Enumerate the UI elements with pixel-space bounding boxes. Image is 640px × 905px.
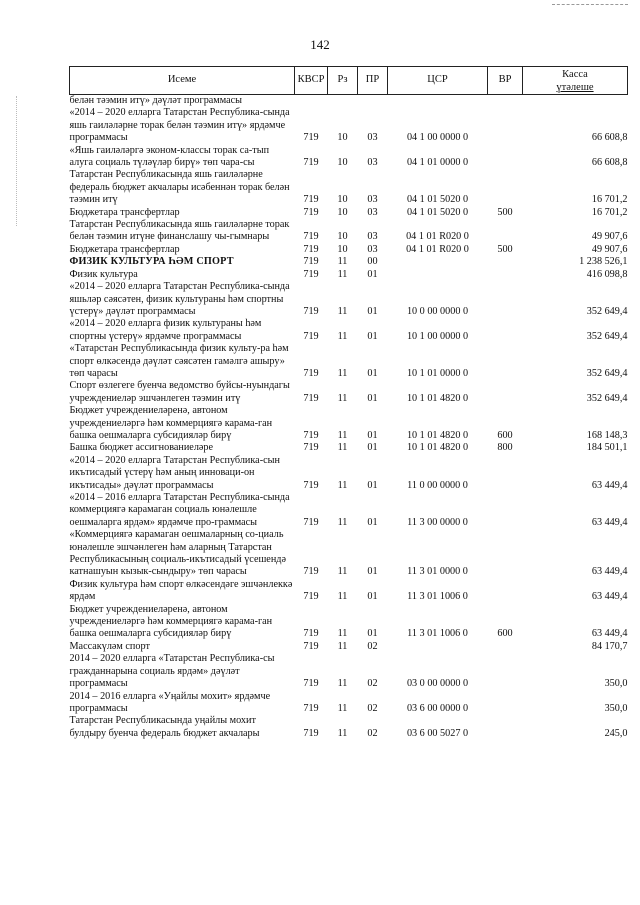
row-sum: 352 649,4 bbox=[586, 367, 628, 379]
row-csr: 10 1 01 4820 0 bbox=[406, 429, 469, 441]
row-sum: 63 449,4 bbox=[591, 516, 628, 528]
row-csr: 03 6 00 0000 0 bbox=[406, 702, 469, 714]
header-pr: ПР bbox=[358, 67, 388, 95]
row-sum: 184 501,1 bbox=[586, 442, 628, 454]
row-pr: 01 bbox=[367, 591, 378, 603]
row-pr: 03 bbox=[367, 194, 378, 206]
row-name: Бюджет учреждениеләренә, автоном учреждениеләргә һәм коммерциягә карама-ган башка оешмаларга субсидияләр бирү bbox=[69, 603, 273, 640]
row-pr: 03 bbox=[367, 231, 378, 243]
row-kvsr: 719 bbox=[303, 591, 319, 603]
row-rz bbox=[328, 95, 358, 108]
margin-scan-dots bbox=[16, 96, 18, 226]
row-rz: 11 bbox=[337, 591, 348, 603]
row-csr: 10 1 01 4820 0 bbox=[406, 442, 469, 454]
table-row bbox=[70, 455, 628, 492]
row-sum: 63 449,4 bbox=[591, 479, 628, 491]
table-row bbox=[70, 343, 628, 380]
row-csr: 11 3 01 1006 0 bbox=[407, 591, 468, 603]
row-rz: 11 bbox=[337, 479, 348, 491]
row-vr bbox=[488, 169, 523, 206]
row-vr bbox=[488, 653, 523, 690]
table-row bbox=[70, 269, 628, 281]
table-row bbox=[70, 219, 628, 244]
row-rz: 10 bbox=[337, 194, 348, 206]
row-csr: 04 1 01 5020 0 bbox=[406, 206, 469, 218]
row-kvsr: 719 bbox=[303, 330, 319, 342]
table-row bbox=[70, 691, 628, 716]
table-row bbox=[70, 169, 628, 206]
row-kvsr: 719 bbox=[303, 392, 319, 404]
section-row bbox=[70, 256, 628, 268]
row-rz: 11 bbox=[337, 392, 348, 404]
row-kvsr: 719 bbox=[303, 479, 319, 491]
row-csr: 11 3 01 0000 0 bbox=[407, 566, 468, 578]
row-name: Татарстан Республикасында яшь гаиләләрне федераль бюджет акчалары исәбеннән торак белән тәэмин итү bbox=[69, 169, 290, 206]
row-csr: 03 6 00 5027 0 bbox=[406, 727, 469, 739]
table-row bbox=[70, 405, 628, 442]
row-csr: 10 1 00 0000 0 bbox=[406, 330, 469, 342]
row-pr: 01 bbox=[367, 367, 378, 379]
row-rz: 11 bbox=[337, 678, 348, 690]
row-kvsr: 719 bbox=[303, 157, 319, 169]
row-vr bbox=[488, 492, 523, 529]
row-vr bbox=[488, 219, 523, 244]
row-csr bbox=[388, 269, 488, 281]
row-kvsr bbox=[295, 95, 328, 108]
row-sum: 350,0 bbox=[604, 702, 628, 714]
row-kvsr: 719 bbox=[303, 206, 319, 218]
row-name: «2014 – 2020 елларга физик культураны һәм спортны үстерү» ярдәмче программасы bbox=[69, 318, 262, 342]
row-rz: 11 bbox=[337, 516, 348, 528]
table-row bbox=[70, 380, 628, 405]
row-pr: 01 bbox=[367, 305, 378, 317]
table-header bbox=[70, 67, 628, 95]
row-name: «Коммерциягә карамаган оешмаларның со-циаль юнәлешле эшчәнлеген һәм аларның Татарстан Республикасының социаль-икътисадый үсешендә катнашуын кызык-сындыру» төп чарасы bbox=[69, 529, 286, 578]
row-rz: 10 bbox=[337, 206, 348, 218]
row-csr: 10 0 00 0000 0 bbox=[406, 305, 469, 317]
row-name: «2014 – 2020 елларга Татарстан Республика-сында яшь гаиләләрне торак белән тәэмин итү» ярдәмче программасы bbox=[69, 107, 290, 144]
row-sum: 16 701,2 bbox=[591, 194, 628, 206]
row-name: «2014 – 2020 елларга Татарстан Республика-сында яшьләр сәясәтен, физик культураны һәм спортны үстерү» дәүләт программасы bbox=[69, 281, 290, 317]
row-kvsr: 719 bbox=[303, 442, 319, 454]
row-name: Бюджет учреждениеләренә, автоном учреждениеләргә һәм коммерциягә карама-ган башка оешмаларга субсидияләр бирү bbox=[69, 405, 273, 441]
row-vr: 600 bbox=[497, 628, 513, 640]
row-sum: 350,0 bbox=[604, 678, 628, 690]
row-csr: 04 1 01 0000 0 bbox=[406, 157, 469, 169]
row-vr bbox=[488, 343, 523, 380]
table-row bbox=[70, 715, 628, 740]
row-kvsr: 719 bbox=[303, 367, 319, 379]
row-csr: 04 1 01 R020 0 bbox=[406, 243, 469, 255]
row-vr: 500 bbox=[497, 243, 513, 255]
row-pr bbox=[358, 95, 388, 108]
row-name: Массакүләм спорт bbox=[69, 640, 150, 652]
row-vr bbox=[488, 691, 523, 716]
table-body bbox=[70, 95, 628, 741]
row-pr: 01 bbox=[367, 392, 378, 404]
row-vr bbox=[488, 579, 523, 604]
header-rz: Рз bbox=[328, 67, 358, 95]
row-name: Физик культура bbox=[69, 268, 138, 280]
row-name: Бюджетара трансфертлар bbox=[69, 243, 180, 255]
row-kvsr: 719 bbox=[303, 640, 319, 652]
row-name: «2014 – 2020 елларга Татарстан Республика-сын икътисадый үстерү һәм аның инноваци-он икътисады» дәүләт программасы bbox=[69, 454, 280, 491]
row-rz: 11 bbox=[337, 566, 348, 578]
row-kvsr: 719 bbox=[303, 702, 319, 714]
row-kvsr: 719 bbox=[303, 256, 319, 268]
row-csr: 04 1 01 5020 0 bbox=[406, 194, 469, 206]
row-rz: 11 bbox=[337, 429, 348, 441]
page-number: 142 bbox=[310, 37, 330, 52]
row-rz: 11 bbox=[337, 256, 348, 268]
row-pr: 00 bbox=[367, 256, 378, 268]
row-sum: 66 608,8 bbox=[591, 132, 628, 144]
row-pr: 02 bbox=[367, 702, 378, 714]
row-vr bbox=[488, 269, 523, 281]
row-vr bbox=[488, 145, 523, 170]
row-rz: 11 bbox=[337, 628, 348, 640]
table-row bbox=[70, 492, 628, 529]
table-row bbox=[70, 145, 628, 170]
row-vr bbox=[488, 95, 523, 108]
row-pr: 02 bbox=[367, 727, 378, 739]
row-pr: 02 bbox=[367, 678, 378, 690]
row-kvsr: 719 bbox=[303, 429, 319, 441]
row-sum: 352 649,4 bbox=[586, 305, 628, 317]
row-rz: 11 bbox=[337, 640, 348, 652]
header-sum bbox=[523, 67, 628, 95]
table-row bbox=[70, 442, 628, 454]
row-pr: 03 bbox=[367, 206, 378, 218]
row-kvsr: 719 bbox=[303, 678, 319, 690]
row-csr: 10 1 01 4820 0 bbox=[406, 392, 469, 404]
row-kvsr: 719 bbox=[303, 516, 319, 528]
table-row bbox=[70, 641, 628, 653]
table-row bbox=[70, 95, 628, 108]
row-rz: 11 bbox=[337, 442, 348, 454]
row-sum: 245,0 bbox=[604, 727, 628, 739]
row-vr bbox=[488, 455, 523, 492]
row-sum: 63 449,4 bbox=[591, 628, 628, 640]
row-sum: 1 238 526,1 bbox=[579, 256, 628, 268]
row-pr: 01 bbox=[367, 330, 378, 342]
row-pr: 03 bbox=[367, 243, 378, 255]
row-csr bbox=[388, 95, 488, 108]
table-row bbox=[70, 281, 628, 318]
row-csr bbox=[388, 256, 488, 268]
table-row bbox=[70, 579, 628, 604]
row-vr bbox=[488, 256, 523, 268]
row-csr bbox=[388, 641, 488, 653]
row-kvsr: 719 bbox=[303, 243, 319, 255]
row-name: Физик культура һәм спорт өлкәсендәге эшчәнлеккә ярдәм bbox=[69, 578, 293, 603]
row-rz: 10 bbox=[337, 231, 348, 243]
row-sum: 49 907,6 bbox=[591, 231, 628, 243]
row-pr: 01 bbox=[367, 516, 378, 528]
row-vr bbox=[488, 318, 523, 343]
row-name: Башка бюджет ассигнованиеләре bbox=[69, 442, 214, 454]
row-sum: 16 701,2 bbox=[591, 206, 628, 218]
table-row bbox=[70, 604, 628, 641]
row-sum: 63 449,4 bbox=[591, 591, 628, 603]
budget-table bbox=[69, 66, 628, 740]
row-name: Татарстан Республикасында яшь гаиләләрне торак белән тәэмин итүне финанслашу чы-гымнары bbox=[69, 219, 290, 243]
row-csr: 10 1 01 0000 0 bbox=[406, 367, 469, 379]
row-rz: 11 bbox=[337, 702, 348, 714]
row-pr: 01 bbox=[367, 268, 378, 280]
header-csr: ЦСР bbox=[388, 67, 488, 95]
row-pr: 03 bbox=[367, 157, 378, 169]
row-rz: 11 bbox=[337, 305, 348, 317]
row-pr: 02 bbox=[367, 640, 378, 652]
row-csr: 04 1 01 R020 0 bbox=[406, 231, 469, 243]
row-sum: 66 608,8 bbox=[591, 157, 628, 169]
row-sum: 352 649,4 bbox=[586, 330, 628, 342]
row-vr bbox=[488, 380, 523, 405]
row-pr: 01 bbox=[367, 628, 378, 640]
header-sum-line2: үтәлеше bbox=[556, 81, 594, 93]
row-kvsr: 719 bbox=[303, 628, 319, 640]
row-sum: 63 449,4 bbox=[591, 566, 628, 578]
row-pr: 01 bbox=[367, 429, 378, 441]
row-vr bbox=[488, 107, 523, 144]
header-name: Исеме bbox=[70, 67, 295, 95]
row-name: «2014 – 2016 елларга Татарстан Республика-сында коммерциягә карамаган социаль юнәлешле оешмаларга ярдәм» ярдәмче про-граммасы bbox=[69, 492, 290, 528]
row-rz: 11 bbox=[337, 330, 348, 342]
row-kvsr: 719 bbox=[303, 268, 319, 280]
table-row bbox=[70, 207, 628, 219]
row-sum: 49 907,6 bbox=[591, 243, 628, 255]
row-rz: 11 bbox=[337, 727, 348, 739]
header-sum-line1: Касса bbox=[562, 68, 588, 80]
row-kvsr: 719 bbox=[303, 305, 319, 317]
row-vr bbox=[488, 715, 523, 740]
row-kvsr: 719 bbox=[303, 727, 319, 739]
row-name: 2014 – 2020 елларга «Татарстан Республика-сы гражданнарына социаль ярдәм» дәүләт программасы bbox=[69, 653, 275, 690]
row-vr bbox=[488, 529, 523, 579]
table-row bbox=[70, 318, 628, 343]
row-name: ФИЗИК КУЛЬТУРА ҺӘМ СПОРТ bbox=[69, 256, 234, 268]
row-kvsr: 719 bbox=[303, 566, 319, 578]
row-rz: 11 bbox=[337, 268, 348, 280]
row-name: Спорт өзлегеге буенча ведомство буйсы-нуындагы учреждениеләр эшчәнлеген тәэмин итү bbox=[69, 380, 290, 404]
row-name: Бюджетара трансфертлар bbox=[69, 206, 180, 218]
table-row bbox=[70, 244, 628, 256]
row-sum: 352 649,4 bbox=[586, 392, 628, 404]
header-kvsr: КВСР bbox=[295, 67, 328, 95]
table-row bbox=[70, 107, 628, 144]
row-vr: 500 bbox=[497, 206, 513, 218]
table-row bbox=[70, 529, 628, 579]
row-sum bbox=[523, 95, 628, 108]
row-vr: 600 bbox=[497, 429, 513, 441]
row-csr: 11 3 00 0000 0 bbox=[407, 516, 468, 528]
row-rz: 10 bbox=[337, 243, 348, 255]
row-kvsr: 719 bbox=[303, 194, 319, 206]
row-kvsr: 719 bbox=[303, 231, 319, 243]
row-sum: 168 148,3 bbox=[586, 429, 628, 441]
row-name: белән тәэмин итү» дәүләт программасы bbox=[69, 95, 243, 106]
row-vr: 800 bbox=[497, 442, 513, 454]
row-name: Татарстан Республикасында уңайлы мохит булдыру буенча федераль бюджет акчалары bbox=[69, 715, 260, 739]
row-sum: 416 098,8 bbox=[586, 268, 628, 280]
row-csr: 03 0 00 0000 0 bbox=[406, 678, 469, 690]
row-name: 2014 – 2016 елларга «Уңайлы мохит» ярдәмче программасы bbox=[69, 690, 271, 714]
row-rz: 10 bbox=[337, 157, 348, 169]
row-pr: 01 bbox=[367, 566, 378, 578]
table-row bbox=[70, 653, 628, 690]
row-csr: 04 1 00 0000 0 bbox=[406, 132, 469, 144]
row-vr bbox=[488, 281, 523, 318]
row-pr: 03 bbox=[367, 132, 378, 144]
row-csr: 11 0 00 0000 0 bbox=[407, 479, 468, 491]
row-name: «Татарстан Республикасында физик культу-ра һәм спорт өлкәсендә дәүләт сәясәтен гамәлгә ашыру» төп чарасы bbox=[69, 343, 289, 379]
row-kvsr: 719 bbox=[303, 132, 319, 144]
row-rz: 10 bbox=[337, 132, 348, 144]
row-rz: 11 bbox=[337, 367, 348, 379]
row-name: «Яшь гаиләләргә эконом-классы торак са-тып алуга социаль түләүләр бирү» төп чара-сы bbox=[69, 144, 270, 169]
corner-scan-line bbox=[552, 4, 628, 6]
header-vr: ВР bbox=[488, 67, 523, 95]
row-pr: 01 bbox=[367, 442, 378, 454]
row-sum: 84 170,7 bbox=[591, 640, 628, 652]
row-pr: 01 bbox=[367, 479, 378, 491]
row-csr: 11 3 01 1006 0 bbox=[407, 628, 468, 640]
row-vr bbox=[488, 641, 523, 653]
